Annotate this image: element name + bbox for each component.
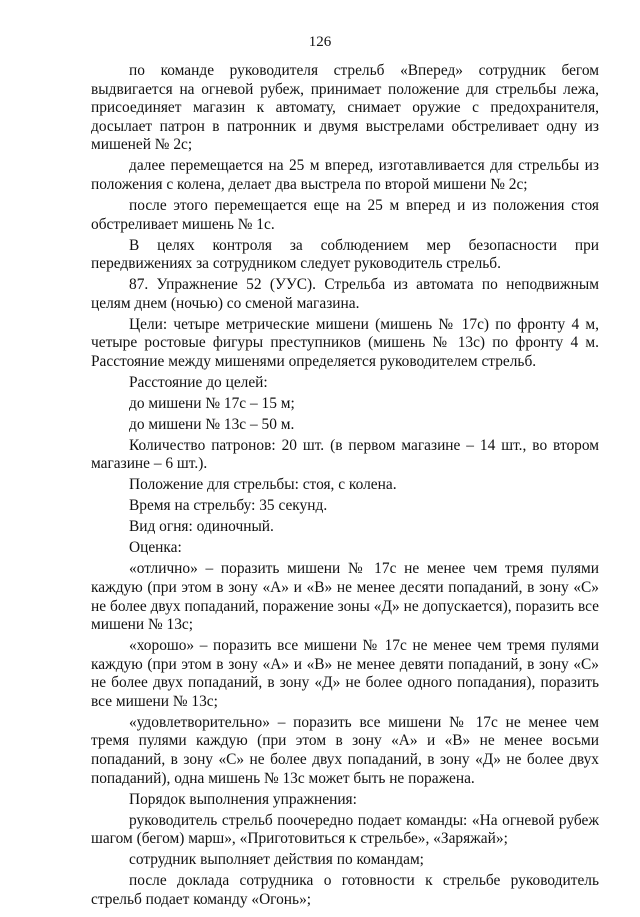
paragraph: сотрудник выполняет действия по командам;: [129, 851, 424, 869]
paragraph: Количество патронов: 20 шт. (в первом магазине – 14 шт., во втором магазине – 6 шт.).: [91, 436, 599, 473]
grade-excellent: «отлично» – поразить мишени № 17с не менее чем тремя пулями каждую (при этом в зону «А» и «В» не менее десяти попаданий, в зону «С» не более двух попаданий, поражение зоны «Д» не допускается), поразить все мишени № 13с;: [91, 560, 599, 634]
paragraph: после этого перемещается еще на 25 м вперед и из положения стоя обстреливает мишень № 1с.: [91, 196, 599, 233]
paragraph: далее перемещается на 25 м вперед, изготавливается для стрельбы из положения с колена, делает два выстрела по второй мишени № 2с;: [91, 157, 599, 193]
section-heading-87: 87. Упражнение 52 (УУС). Стрельба из автомата по неподвижным целям днем (ночью) со сменой магазина.: [91, 276, 599, 312]
page-number: 126: [308, 34, 332, 50]
paragraph: Вид огня: одиночный.: [129, 518, 274, 536]
paragraph: руководитель стрельб поочередно подает команды: «На огневой рубеж шагом (бегом) марш», «Приготовиться к стрельбе», «Заряжай»;: [91, 811, 599, 848]
paragraph: по команде руководителя стрельб «Вперед» сотрудник бегом выдвигается на огневой рубеж, принимает положение для стрельбы лежа, присоединяет магазин к автомату, снимает оружие с предохранителя, досылает патрон в патронник и двумя выстрелами обстреливает одну из мишеней № 2с;: [91, 62, 599, 154]
paragraph: Расстояние до целей:: [129, 373, 268, 391]
paragraph: Время на стрельбу: 35 секунд.: [129, 497, 328, 515]
paragraph: до мишени № 13с – 50 м.: [129, 415, 295, 433]
paragraph: Порядок выполнения упражнения:: [129, 790, 357, 808]
paragraph: Оценка:: [129, 539, 182, 557]
paragraph: Положение для стрельбы: стоя, с колена.: [129, 476, 397, 494]
paragraph: В целях контроля за соблюдением мер безопасности при передвижениях за сотрудником следует руководитель стрельб.: [91, 236, 599, 273]
paragraph: до мишени № 17с – 15 м;: [129, 394, 295, 412]
document-body: [91, 62, 599, 912]
grade-good: «хорошо» – поразить все мишени № 17с не менее чем тремя пулями каждую (при этом в зону «А» и «В» не менее девяти попаданий, в зону «С» не более двух попаданий, в зону «Д» не более одного попадания), поразить все мишени № 13с;: [91, 637, 599, 710]
grade-satisfactory: «удовлетворительно» – поразить все мишени № 17с не менее чем тремя пулями каждую (при этом в зону «А» и «В» не менее восьми попаданий, в зону «С» не более двух попаданий, в зону «Д» не более двух попаданий), одна мишень № 13с может быть не поражена.: [91, 713, 599, 787]
paragraph: после доклада сотрудника о готовности к стрельбе руководитель стрельб подает команду «Огонь»;: [91, 872, 599, 908]
paragraph: Цели: четыре метрические мишени (мишень № 17с) по фронту 4 м, четыре ростовые фигуры преступников (мишень № 13с) по фронту 4 м. Расстояние между мишенями определяется руководителем стрельб.: [91, 315, 599, 370]
